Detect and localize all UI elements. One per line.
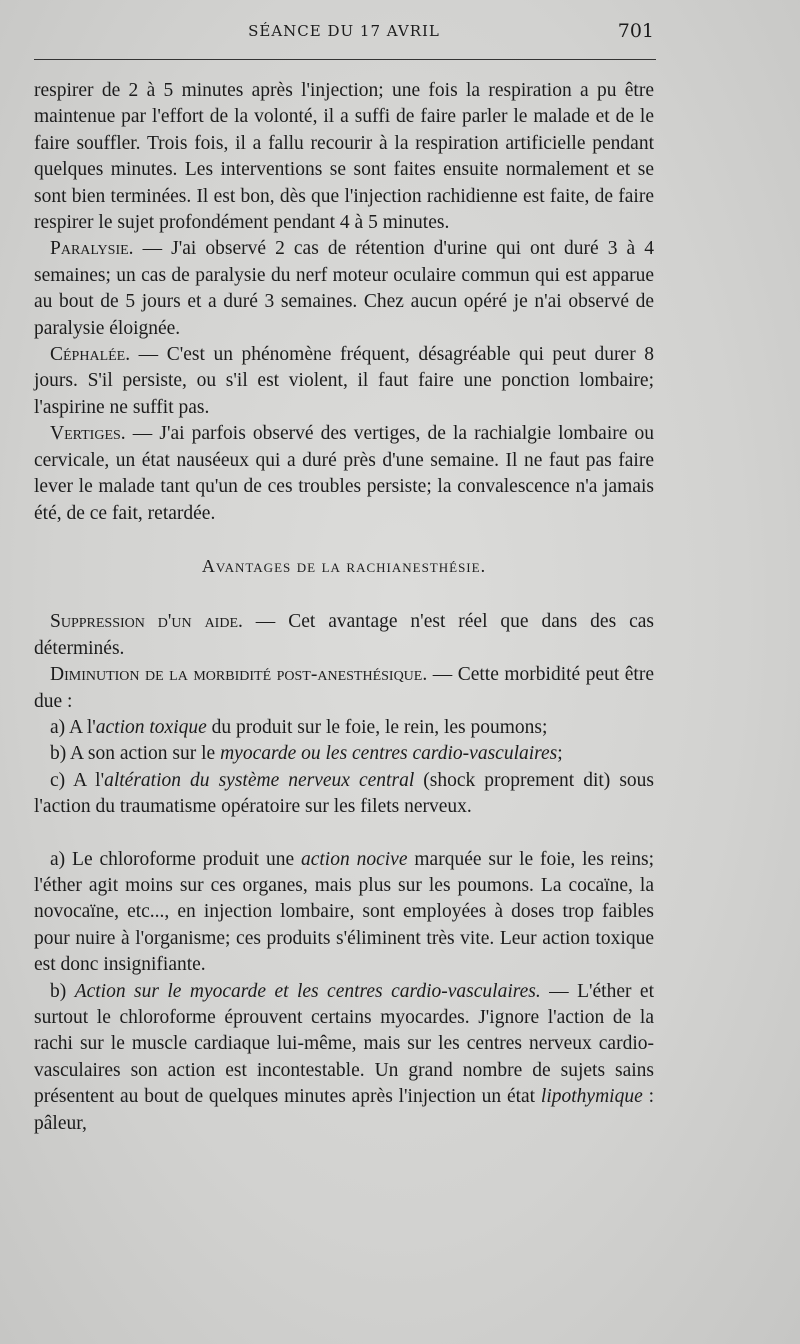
item-c (34, 768, 654, 821)
text-diminution: — Cette morbidité peut être due : (34, 664, 655, 712)
myo-post2: : pâleur, (34, 1086, 654, 1134)
paragraph-myocarde (34, 979, 654, 1137)
paragraph-suppression (34, 609, 654, 662)
text-vertiges: — J'ai parfois observé des vertiges, de la rachialgie lombaire ou cervicale, un état nauséeux qui a duré près d'une semaine. Il ne faut pas faire lever le malade tant qu'un de ces troubles persiste; la convalescence n'a jamais été, de ce fait, retardée. (34, 423, 654, 524)
item-b (34, 741, 654, 767)
text-cephalee: — C'est un phénomène fréquent, désagréable qui peut durer 8 jours. S'il persiste, ou s'il est violent, il faut faire une ponction lombaire; l'aspirine ne suffit pas. (34, 344, 654, 418)
chloro-em: action nocive (300, 848, 408, 870)
text-suppression: — Cet avantage n'est réel que dans des cas déterminés. (34, 611, 654, 659)
page-number: 701 (617, 20, 654, 42)
lead-vertiges: Vertiges. (50, 423, 126, 445)
item-c-pre: c) A l' (50, 769, 105, 791)
item-a-em: action toxique (95, 716, 207, 738)
myo-em2: lipothymique (540, 1086, 643, 1108)
myo-em: Action sur le myocarde et les centres cardio-vasculaires. (74, 980, 541, 1002)
item-b-pre: b) A son action sur le (50, 743, 221, 765)
item-c-em: altération du système nerveux central (104, 769, 415, 791)
lead-paralysie: Paralysie. (50, 238, 134, 260)
lead-suppression: Suppression d'un aide. (50, 611, 243, 633)
myo-post: — L'éther et surtout le chloroforme éprouvent certains myocardes. J'ignore l'action de la rachi sur le muscle cardiaque lui-même, mais sur les centres nerveux cardio-vasculaires son action est incontestable. Un grand nombre de sujets sains présentent au bout de quelques minutes après l'injection un état (34, 980, 654, 1108)
chloro-pre: a) Le chloroforme produit une (50, 848, 301, 870)
item-a (34, 715, 654, 741)
paragraph-chloroforme (34, 847, 654, 979)
lead-diminution: Diminution de la morbidité post-anesthésique. (50, 664, 428, 686)
body-text (34, 78, 654, 1137)
paragraph-paralysie (34, 236, 654, 342)
myo-pre: b) (50, 980, 75, 1002)
paragraph-cephalee (34, 342, 654, 421)
paragraph-1: respirer de 2 à 5 minutes après l'injection; une fois la respiration a pu être maintenue par l'effort de la volonté, il a suffi de faire parler le malade et de le faire souffler. Trois fois, il a fallu recourir à la respiration artificielle pendant quelques minutes. Les interventions se sont faites ensuite normalement et se sont bien terminées. Il est bon, dès que l'injection rachidienne est faite, de faire respirer le sujet profondément pendant 4 à 5 minutes. (34, 80, 654, 234)
header-rule (34, 59, 656, 60)
item-c-post: (shock proprement dit) sous l'action du traumatisme opératoire sur les filets nerveux. (34, 769, 654, 818)
text-paralysie: — J'ai observé 2 cas de rétention d'urine qui ont duré 3 à 4 semaines; un cas de paralysie du nerf moteur oculaire commun qui est apparue au bout de 5 jours et a duré 3 semaines. Chez aucun opéré je n'ai observé de paralysie éloignée. (34, 238, 654, 339)
spacer (34, 821, 654, 847)
item-b-post: ; (557, 743, 563, 765)
running-header (34, 20, 654, 46)
item-a-pre: a) A l' (50, 716, 96, 738)
paragraph-diminution (34, 662, 654, 715)
item-b-em: myocarde ou les centres cardio-vasculaires (220, 743, 558, 765)
lead-cephalee: Céphalée. (50, 344, 131, 366)
paragraph-vertiges (34, 421, 654, 527)
header-title: SÉANCE DU 17 AVRIL (248, 22, 440, 40)
chloro-post: marquée sur le foie, les reins; l'éther agit moins sur ces organes, mais plus sur les poumons. La cocaïne, la novocaïne, etc..., en injection lombaire, sont employées à doses trop faibles pour nuire à l'organisme; ces produits s'éliminent très vite. Leur action toxique est donc insignifiante. (34, 848, 654, 976)
section-heading: Avantages de la rachianesthésie. (201, 555, 487, 576)
item-a-post: du produit sur le foie, le rein, les poumons; (206, 716, 548, 738)
